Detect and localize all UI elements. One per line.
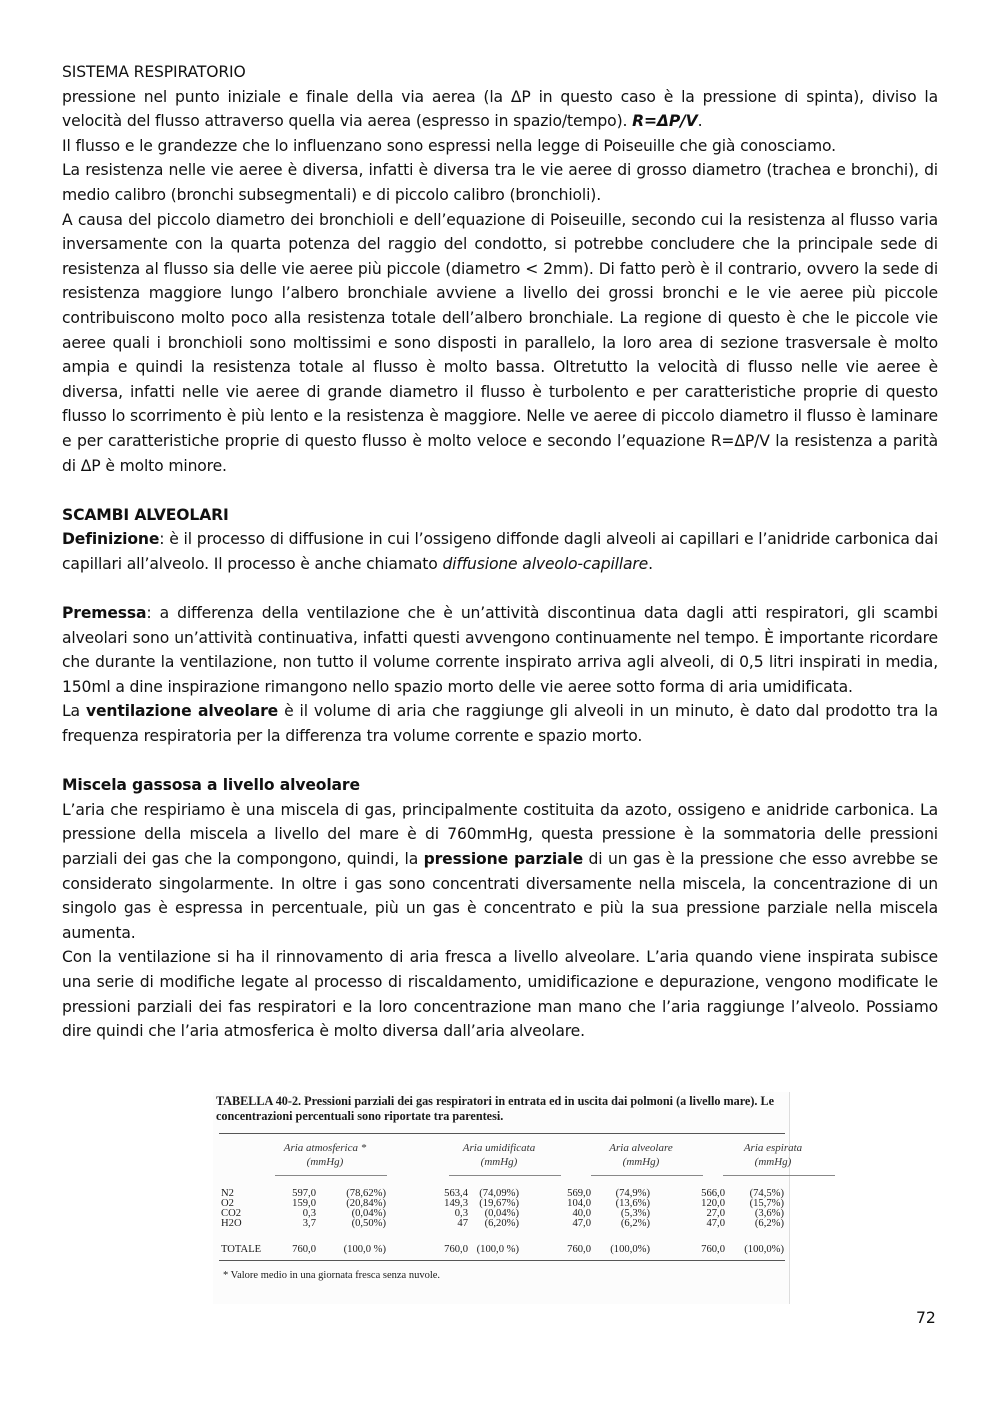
column-unit: (mmHg) xyxy=(480,1156,518,1168)
period: . xyxy=(697,112,703,131)
table-cell: (6,2%) xyxy=(620,1218,650,1229)
formula: R=ΔP/V xyxy=(632,112,698,131)
table-cell: (3,6%) xyxy=(754,1208,784,1219)
table-cell: 47 xyxy=(457,1218,468,1229)
column-header-rule xyxy=(275,1175,387,1176)
total-cell: (100,0 %) xyxy=(476,1244,519,1255)
definizione-text: : è il processo di diffusione in cui l’ossigeno diffonde dagli alveoli ai capillari e l’anidride carbonica dai capillari all’alveolo. Il processo è anche chiamato xyxy=(62,530,938,573)
table-top-rule xyxy=(219,1133,785,1134)
table-cell: (20,84%) xyxy=(346,1198,386,1209)
table-cell: 47,0 xyxy=(572,1218,591,1229)
ventilazione-bold: ventilazione alveolare xyxy=(85,702,279,721)
table-cell: (15,7%) xyxy=(749,1198,784,1209)
table-cell: (13,6%) xyxy=(615,1198,650,1209)
subsection-title: Miscela gassosa a livello alveolare xyxy=(62,776,360,795)
total-cell: 760,0 xyxy=(292,1244,316,1255)
column-header xyxy=(581,1141,701,1169)
running-header: SISTEMA RESPIRATORIO xyxy=(62,63,246,81)
table-cell: (74,09%) xyxy=(479,1188,519,1199)
table-cell: 40,0 xyxy=(572,1208,591,1219)
column-unit: (mmHg) xyxy=(754,1156,792,1168)
paragraph-miscela xyxy=(62,798,938,946)
period: . xyxy=(648,554,653,573)
gas-label: O2 xyxy=(221,1198,234,1209)
premessa-text: : a differenza della ventilazione che è un’attività discontinua data dagli atti respiratori, gli scambi alveolari sono un’attività continuativa, infatti questi avvengono continuamente nel tempo. È importante ricordare che durante la ventilazione, non tutto il volume corrente inspirato arriva agli alveoli, di 0,5 litri inspirati in media, 150ml a dine inspirazione rimangono nello spazio morto delle vie aeree sotto forma di aria umidificata. xyxy=(62,604,938,696)
total-label: TOTALE xyxy=(221,1244,262,1255)
paragraph-ventilazione xyxy=(62,699,938,748)
table-cell: (0,04%) xyxy=(351,1208,386,1219)
column-title: Aria umidificata xyxy=(462,1142,536,1154)
table-cell: (6,2%) xyxy=(754,1218,784,1229)
column-header-rule xyxy=(723,1175,835,1176)
table-footnote: * Valore medio in una giornata fresca senza nuvole. xyxy=(223,1270,441,1281)
table-caption: TABELLA 40-2. Pressioni parziali dei gas respiratori in entrata ed in uscita dai polmoni (a livello mare). Le concentrazioni percentuali sono riportate tra parentesi. xyxy=(216,1094,775,1123)
table-cell: 597,0 xyxy=(292,1188,316,1199)
table-cell: 0,3 xyxy=(454,1208,468,1219)
total-cell: (100,0%) xyxy=(744,1244,784,1255)
table-bottom-rule xyxy=(219,1260,785,1261)
table-cell: (0,04%) xyxy=(484,1208,519,1219)
page-number: 72 xyxy=(916,1309,936,1327)
table-cell: 149,3 xyxy=(444,1198,468,1209)
table-cell: (6,20%) xyxy=(484,1218,519,1229)
table-cell: 3,7 xyxy=(302,1218,316,1229)
table-cell: (78,62%) xyxy=(346,1188,386,1199)
table-cell: 104,0 xyxy=(567,1198,591,1209)
table-40-2-scan xyxy=(213,1092,803,1304)
total-cell: 760,0 xyxy=(444,1244,468,1255)
table-cell: 159,0 xyxy=(292,1198,316,1209)
table-cell: (19,67%) xyxy=(479,1198,519,1209)
paragraph-poiseuille: Il flusso e le grandezze che lo influenzano sono espressi nella legge di Poiseuille che già conosciamo. xyxy=(62,136,836,155)
paragraph-definizione xyxy=(62,527,938,576)
gas-label: N2 xyxy=(221,1188,234,1199)
gas-label: H2O xyxy=(221,1218,242,1229)
column-header-rule xyxy=(449,1175,561,1176)
section-title: SCAMBI ALVEOLARI xyxy=(62,505,229,524)
paragraph-bronchioles: A causa del piccolo diametro dei bronchioli e dell’equazione di Poiseuille, secondo cui la resistenza al flusso varia inversamente con la quarta potenza del raggio del condotto, si potrebbe concludere che la principale sede di resistenza al flusso sia delle vie aeree più piccole (diametro < 2mm). Di fatto però è il contrario, ovvero la sede di resistenza maggiore lungo l’albero bronchiale avviene a livello dei grossi bronchi e le vie aeree più piccole contribuiscono molto poco alla resistenza totale dell’albero bronchiale. La regione di questo è che le piccole vie aeree quali i bronchioli sono moltissimi e sono disposti in parallelo, la loro area di sezione trasversale è molto ampia e quindi la resistenza totale al flusso è molto bassa. Oltretutto la velocità di flusso nelle vie aeree è diversa, infatti nelle vie aeree di grande diametro il flusso è turbolento e per caratteristiche proprie di questo flusso lo scorrimento è più lento e la resistenza è maggiore. Nelle ve aeree di piccolo diametro il flusso è laminare e per caratteristiche proprie di questo flusso è molto veloce e secondo l’equazione R=ΔP/V la resistenza a parità di ΔP è molto minore. xyxy=(62,210,938,475)
column-unit: (mmHg) xyxy=(622,1156,660,1168)
total-cell: (100,0%) xyxy=(610,1244,650,1255)
total-cell: 760,0 xyxy=(567,1244,591,1255)
table-cell: (74,5%) xyxy=(749,1188,784,1199)
table-cell: 120,0 xyxy=(701,1198,725,1209)
column-title: Aria espirata xyxy=(743,1142,803,1154)
table-cell: (0,50%) xyxy=(351,1218,386,1229)
column-header-rule xyxy=(591,1175,703,1176)
body-text xyxy=(62,60,938,1044)
paragraph-premessa xyxy=(62,601,938,699)
definizione-italic: diffusione alveolo-capillare xyxy=(442,554,649,573)
column-header xyxy=(265,1141,385,1169)
ventilazione-text: è il volume di aria che raggiunge gli alveoli in un minuto, è dato dal prodotto tra la frequenza respiratoria per la differenza tra volume corrente e spazio morto. xyxy=(62,702,938,746)
gas-label: CO2 xyxy=(221,1208,242,1219)
miscela-text: L’aria che respiriamo è una miscela di gas, principalmente costituita da azoto, ossigeno e anidride carbonica. La pressione della miscela a livello del mare è di 760mmHg, questa pressione è la sommatoria delle pressioni parziali dei gas che la compongono, quindi, la xyxy=(62,800,938,868)
total-cell: (100,0 %) xyxy=(343,1244,386,1255)
paragraph-airway-resistance: La resistenza nelle vie aeree è diversa, infatti è diversa tra le vie aeree di grosso diametro (trachea e bronchi), di medio calibro (bronchi subsegmentali) e di piccolo calibro (bronchioli). xyxy=(62,161,938,204)
table-cell: (74,9%) xyxy=(615,1188,650,1199)
table-cell: 47,0 xyxy=(706,1218,725,1229)
paragraph-ventilazione-alveolare: Con la ventilazione si ha il rinnovamento di aria fresca a livello alveolare. L’aria quando viene inspirata subisce una serie di modifiche legate al processo di riscaldamento, umidificazione e depurazione, vengono modificate le pressioni parziali dei fas respiratori e la loro concentrazione man mano che l’aria raggiunge l’alveolo. Possiamo dire quindi che l’aria atmosferica è molto diversa dall’aria alveolare. xyxy=(62,948,938,1041)
column-title: Aria atmosferica * xyxy=(283,1142,367,1154)
column-unit: (mmHg) xyxy=(306,1156,344,1168)
table-cell: 566,0 xyxy=(701,1188,725,1199)
table-cell: 563,4 xyxy=(444,1188,468,1199)
paragraph-text: pressione nel punto iniziale e finale della via aerea (la ΔP in questo caso è la pressione di spinta), diviso la velocità del flusso attraverso quella via aerea (espresso in spazio/tempo). xyxy=(62,87,938,131)
paragraph-resistance-definition xyxy=(62,85,938,134)
miscela-bold: pressione parziale xyxy=(423,850,584,868)
premessa-label: Premessa xyxy=(62,604,147,623)
table-cell: 27,0 xyxy=(706,1208,725,1219)
column-header xyxy=(713,1141,833,1169)
ventilazione-pre: La xyxy=(62,702,86,721)
table-cell: 0,3 xyxy=(302,1208,316,1219)
table-cell: (5,3%) xyxy=(620,1208,650,1219)
column-header xyxy=(439,1141,559,1169)
table-cell: 569,0 xyxy=(567,1188,591,1199)
miscela-text2: di un gas è la pressione che esso avrebbe se considerato singolarmente. In oltre i gas sono concentrati diversamente nella miscela, la concentrazione di un singolo gas è espressa in percentuale, più un gas è concentrato e più la sua pressione parziale nella miscela aumenta. xyxy=(62,850,938,942)
total-cell: 760,0 xyxy=(701,1244,725,1255)
column-title: Aria alveolare xyxy=(609,1142,673,1154)
definizione-label: Definizione xyxy=(62,530,160,549)
